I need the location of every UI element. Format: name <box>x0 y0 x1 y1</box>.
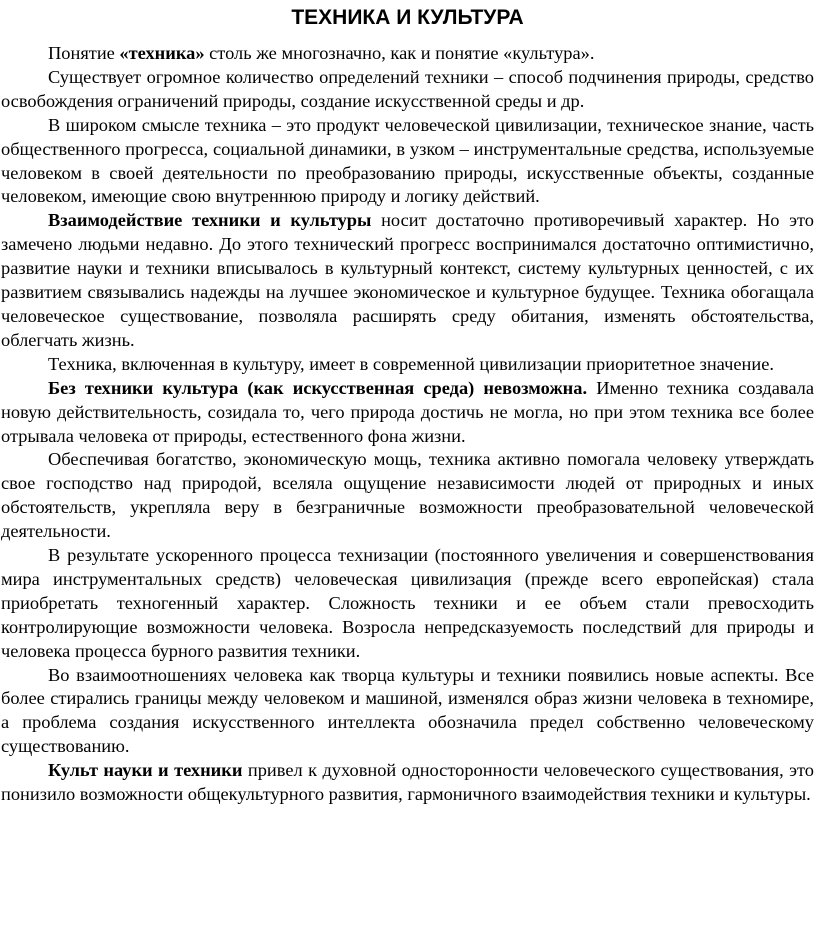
paragraph-6-text: Именно техника создавала новую действительность, созидала то, чего природа достичь не могла, но при этом техника все более отрывала человека от природы, естественного фона жизни. <box>1 377 814 446</box>
paragraph-9: Во взаимоотношениях человека как творца культуры и техники появились новые аспекты. Все более стирались границы между человеком и машиной, изменялся образ жизни человека в техномире, а проблема создания искусственного интеллекта обозначила предел собственно человеческому существованию. <box>1 664 814 757</box>
paragraph-10-bold: Культ науки и техники <box>48 760 243 781</box>
paragraph-6 <box>1 377 814 449</box>
paragraph-3: В широком смысле техника – это продукт человеческой цивилизации, техническое знание, часть общественного прогресса, социальной динамики, в узком – инструментальные средства, используемые человеком в своей деятельности по преобразованию природы, искусственные объекты, созданные человеком, имеющие свою внутреннюю природу и логику действий. <box>1 114 814 207</box>
paragraph-4-bold: Взаимодействие техники и культуры <box>48 210 372 231</box>
paragraph-2: Существует огромное количество определений техники – способ подчинения природы, средство освобождения ограничений природы, создание искусственной среды и др. <box>1 66 814 111</box>
paragraph-5: Техника, включенная в культуру, имеет в современной цивилизации приоритетное значение. <box>48 353 774 374</box>
paragraph-7: Обеспечивая богатство, экономическую мощь, техника активно помогала человеку утверждать свое господство над природой, вселяла ощущение независимости людей от природных и иных обстоятельств, укрепляла веру в безграничные возможности преобразовательной человеческой деятельности. <box>1 449 814 542</box>
page-title: ТЕХНИКА И КУЛЬТУРА <box>291 6 524 29</box>
paragraph-1-bold: «техника» <box>119 43 205 63</box>
paragraph-6-bold: Без техники культура (как искусственная среда) невозможна. <box>48 377 588 398</box>
paragraph-4 <box>1 209 814 352</box>
paragraph-4-text: носит достаточно противоречивый характер. Но это замечено людьми недавно. До этого технический прогресс воспринимался достаточно оптимистично, развитие науки и техники вписывалось в культурный контекст, систему культурных ценностей, с их развитием связывались надежды на лучшее экономическое и культурное будущее. Техника обогащала человеческое существование, позволяла расширять среду обитания, изменять обстоятельства, облегчать жизнь. <box>1 210 814 350</box>
paragraph-10-text: привел к духовной односторонности человеческого существования, это понизило возможности общекультурного развития, гармоничного взаимодействия техники и культуры. <box>1 760 814 805</box>
paragraph-8: В результате ускоренного процесса технизации (постоянного увеличения и совершенствования мира инструментальных средств) человеческая цивилизация (прежде всего европейская) стала приобретать техногенный характер. Сложность техники и ее объем стали превосходить контролирующие возможности человека. Возросла непредсказуемость последствий для природы и человека процесса бурного развития техники. <box>1 545 814 661</box>
paragraph-1-pre: Понятие <box>48 43 120 63</box>
paragraph-1 <box>1 42 814 66</box>
paragraph-1-text: столь же многозначно, как и понятие «культура». <box>204 43 595 63</box>
paragraph-10 <box>1 759 814 807</box>
